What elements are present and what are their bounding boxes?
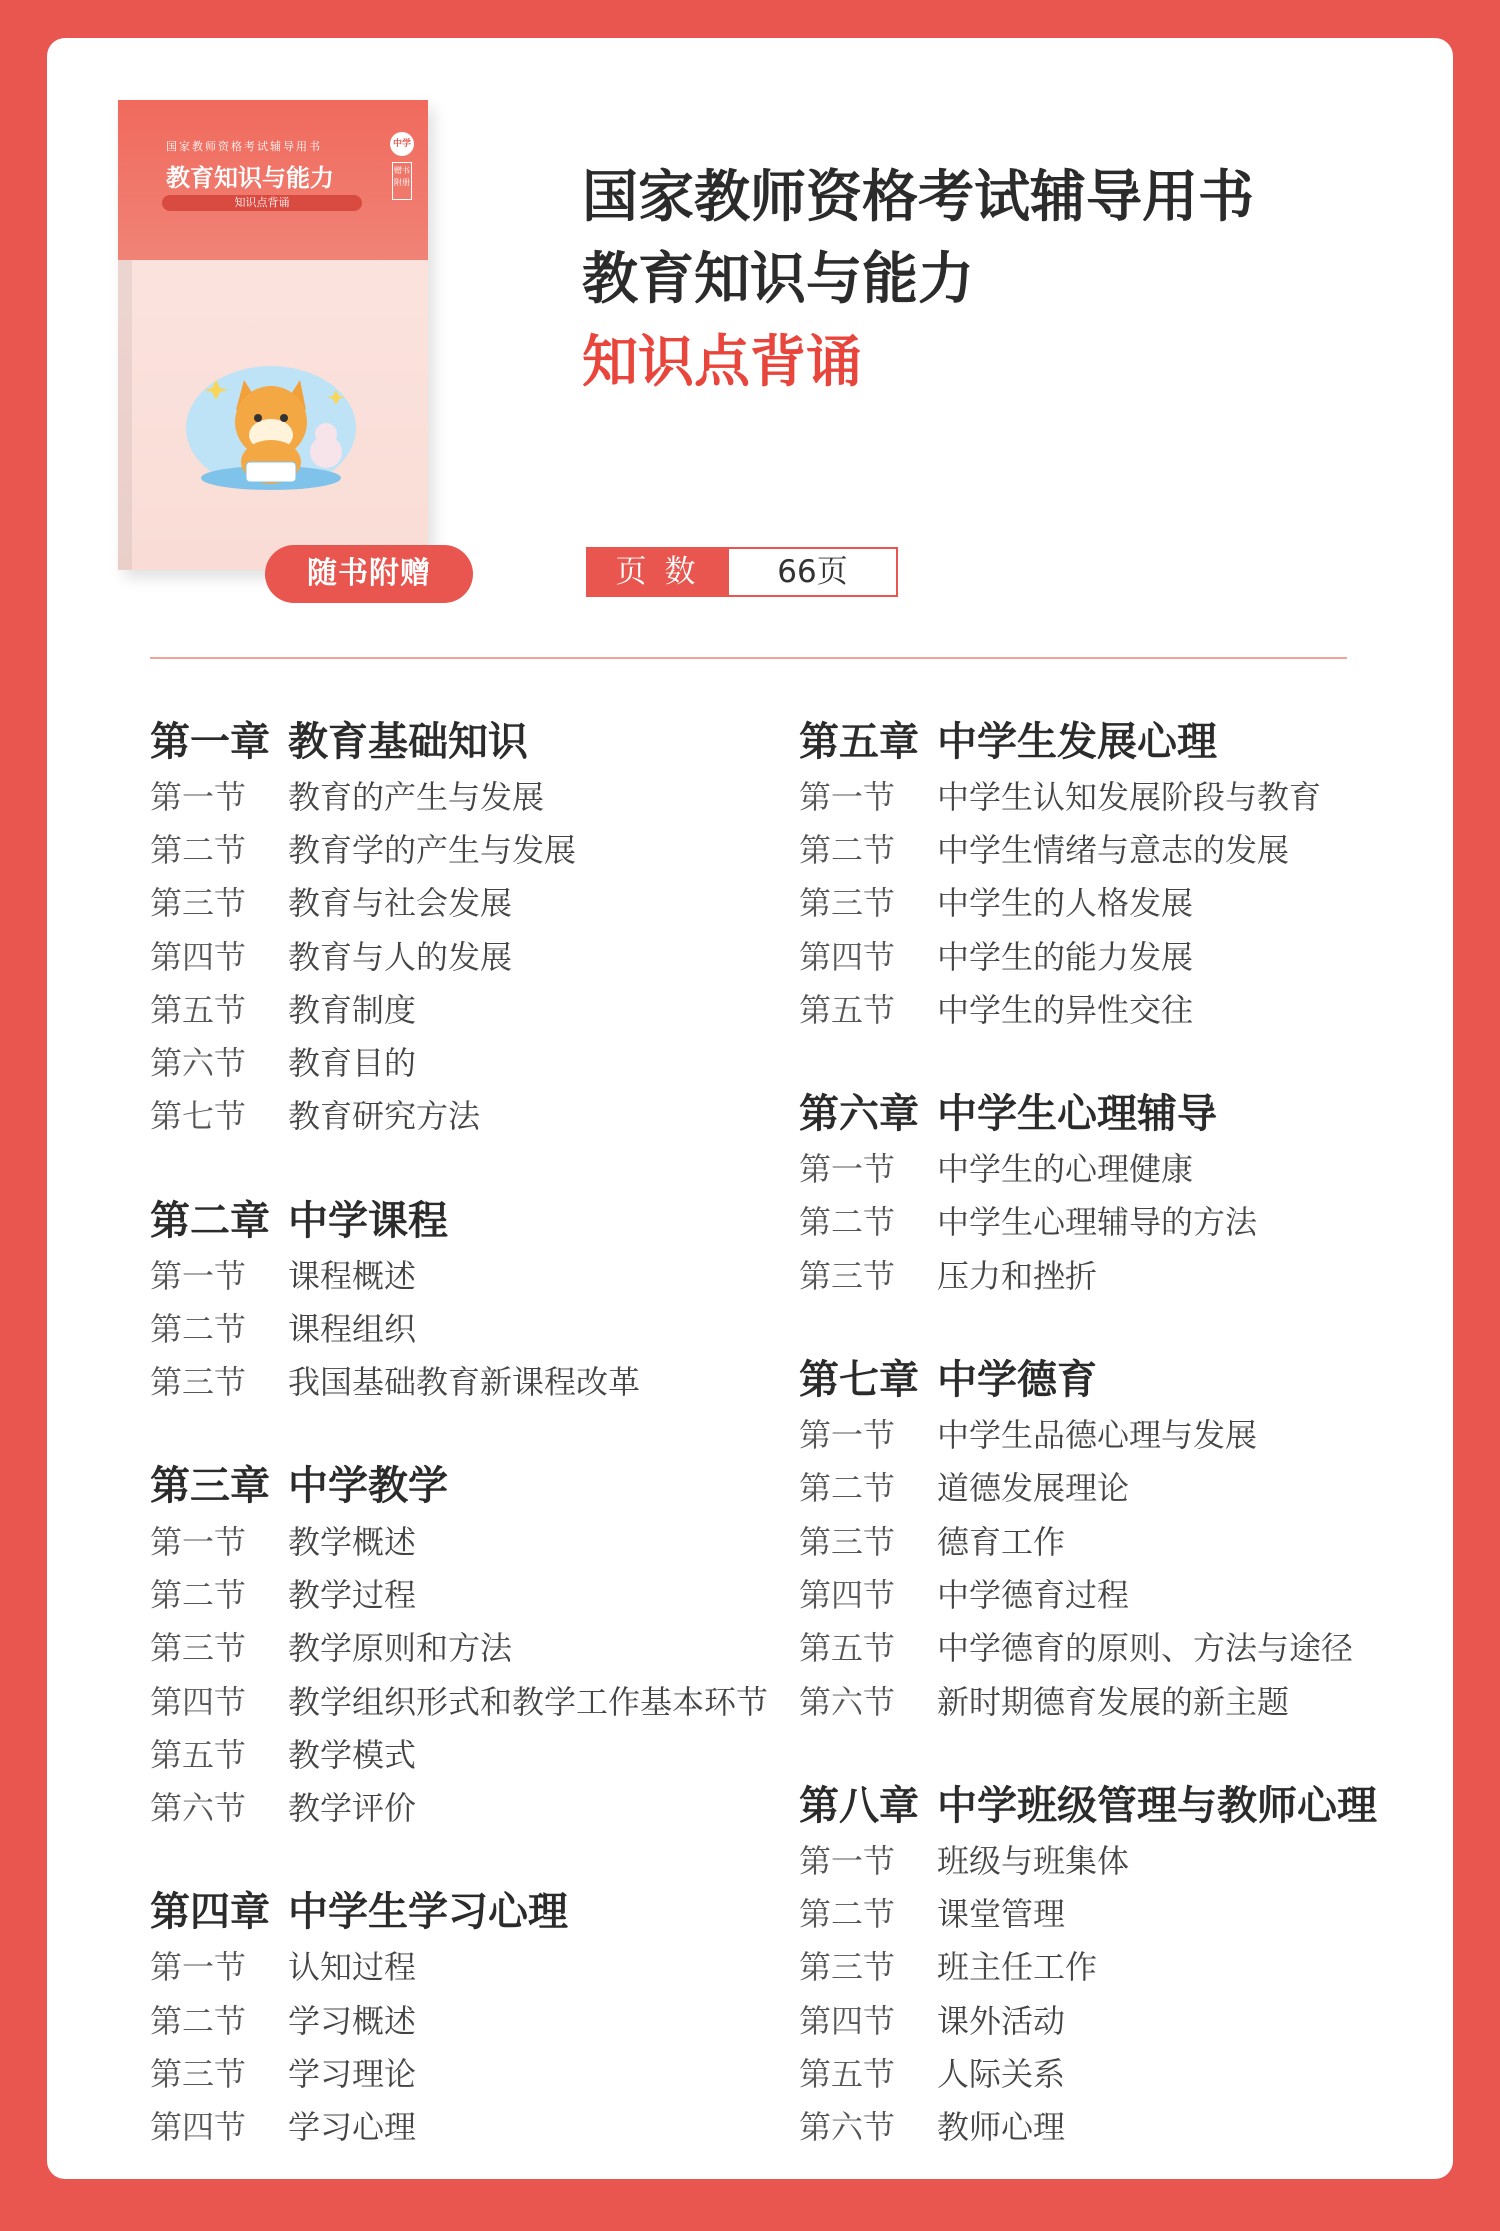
chapter-title: [150, 1187, 768, 1247]
section-number: 第二节: [799, 1203, 896, 1242]
chapter-name: 中学德育: [937, 1356, 1097, 1403]
page-count-label: 页数: [588, 549, 729, 595]
section-row: [799, 1939, 1377, 1992]
section-title: 教学原则和方法: [288, 1629, 513, 1668]
section-title: 人际关系: [937, 2054, 1066, 2093]
section-row: [799, 1460, 1377, 1513]
section-row: [150, 981, 768, 1034]
section-number: 第三节: [150, 2054, 247, 2093]
gift-badge: 随书附赠: [265, 545, 473, 603]
chapter-number: 第二章: [150, 1197, 270, 1244]
chapter-name: 中学教学: [288, 1463, 448, 1510]
section-title: 课程组织: [288, 1310, 417, 1349]
section-number: 第一节: [150, 1948, 247, 1987]
section-number: 第二节: [799, 1895, 896, 1934]
section-number: 第四节: [799, 2001, 896, 2040]
section-title: 中学生心理辅导的方法: [937, 1203, 1258, 1242]
section-title: 中学德育的原则、方法与途径: [937, 1629, 1354, 1668]
section-title: 压力和挫折: [937, 1256, 1098, 1295]
section-row: [799, 1566, 1377, 1619]
book-title-text: 教育知识与能力: [166, 164, 334, 192]
section-row: [150, 1779, 768, 1832]
section-number: 第六节: [150, 1044, 247, 1083]
section-title: 课堂管理: [937, 1895, 1066, 1934]
section-number: 第六节: [799, 2108, 896, 2147]
section-row: [799, 1140, 1377, 1193]
section-number: 第二节: [150, 1575, 247, 1614]
section-row: [150, 1992, 768, 2045]
section-row: [150, 1088, 768, 1141]
chapter: [799, 708, 1377, 1034]
chapter: [150, 1453, 768, 1833]
section-row: [150, 1620, 768, 1673]
section-row: [799, 1406, 1377, 1459]
section-title: 教育制度: [288, 990, 417, 1029]
book-subtitle-text: 知识点背诵: [162, 195, 362, 211]
section-number: 第一节: [799, 777, 896, 816]
cat-mascot-illustration: [176, 350, 366, 500]
section-title: 教学模式: [288, 1735, 417, 1774]
section-row: [150, 1247, 768, 1300]
section-row: [799, 821, 1377, 874]
chapter: [150, 1879, 768, 2152]
section-row: [799, 1885, 1377, 1938]
section-number: 第四节: [799, 1575, 896, 1614]
section-row: [150, 928, 768, 981]
section-number: 第四节: [150, 1682, 247, 1721]
section-number: 第一节: [150, 1256, 247, 1295]
heading-line-2: 教育知识与能力: [582, 247, 974, 312]
section-number: 第三节: [799, 884, 896, 923]
section-number: 第五节: [799, 2054, 896, 2093]
section-row: [150, 768, 768, 821]
chapter-number: 第四章: [150, 1889, 270, 1936]
chapter-name: 教育基础知识: [288, 718, 528, 765]
section-number: 第四节: [150, 937, 247, 976]
chapter-name: 中学生发展心理: [937, 718, 1217, 765]
section-title: 中学德育过程: [937, 1575, 1130, 1614]
section-number: 第五节: [150, 1735, 247, 1774]
section-row: [150, 1354, 768, 1407]
chapter-number: 第一章: [150, 718, 270, 765]
section-title: 班主任工作: [937, 1948, 1098, 1987]
section-row: [799, 1194, 1377, 1247]
section-number: 第一节: [799, 1416, 896, 1455]
section-title: 学习心理: [288, 2108, 417, 2147]
toc-right-column: [799, 708, 1377, 2198]
section-row: [799, 2099, 1377, 2152]
section-row: [799, 981, 1377, 1034]
section-row: [150, 1726, 768, 1779]
section-number: 第二节: [799, 830, 896, 869]
section-number: 第三节: [150, 1363, 247, 1402]
section-row: [799, 1247, 1377, 1300]
section-title: 教学组织形式和教学工作基本环节: [288, 1682, 769, 1721]
section-row: [150, 1673, 768, 1726]
section-row: [799, 875, 1377, 928]
section-number: 第二节: [799, 1469, 896, 1508]
section-title: 中学生品德心理与发展: [937, 1416, 1258, 1455]
section-title: 中学生的异性交往: [937, 990, 1194, 1029]
section-number: 第四节: [799, 937, 896, 976]
section-number: 第三节: [150, 884, 247, 923]
section-title: 教育与人的发展: [288, 937, 513, 976]
chapter-number: 第五章: [799, 718, 919, 765]
section-number: 第三节: [799, 1256, 896, 1295]
heading-line-3: 知识点背诵: [582, 330, 862, 395]
section-title: 中学生情绪与意志的发展: [937, 830, 1290, 869]
heading-line-1: 国家教师资格考试辅导用书: [582, 165, 1254, 230]
section-number: 第一节: [150, 777, 247, 816]
divider: [150, 657, 1347, 659]
section-number: 第三节: [799, 1522, 896, 1561]
section-number: 第五节: [799, 990, 896, 1029]
section-title: 教师心理: [937, 2108, 1066, 2147]
section-title: 学习理论: [288, 2054, 417, 2093]
section-title: 课程概述: [288, 1256, 417, 1295]
section-row: [150, 1513, 768, 1566]
section-number: 第三节: [799, 1948, 896, 1987]
section-title: 课外活动: [937, 2001, 1066, 2040]
chapter-number: 第六章: [799, 1090, 919, 1137]
book-tag: 赠书附册: [392, 162, 412, 200]
chapter-number: 第八章: [799, 1782, 919, 1829]
section-row: [799, 1673, 1377, 1726]
section-row: [799, 768, 1377, 821]
section-number: 第四节: [150, 2108, 247, 2147]
section-row: [799, 2045, 1377, 2098]
chapter-number: 第三章: [150, 1463, 270, 1510]
chapter: [799, 1346, 1377, 1726]
section-row: [150, 1300, 768, 1353]
section-number: 第一节: [150, 1522, 247, 1561]
section-title: 中学生的人格发展: [937, 884, 1194, 923]
section-title: 教育学的产生与发展: [288, 830, 577, 869]
section-row: [799, 928, 1377, 981]
level-badge: 中学: [390, 132, 414, 156]
section-title: 德育工作: [937, 1522, 1066, 1561]
chapter-name: 中学生学习心理: [288, 1889, 568, 1936]
chapter-title: [799, 1772, 1377, 1832]
section-title: 教学评价: [288, 1789, 417, 1828]
section-number: 第六节: [150, 1789, 247, 1828]
chapter-title: [150, 1879, 768, 1939]
section-number: 第一节: [799, 1150, 896, 1189]
section-row: [150, 821, 768, 874]
chapter-title: [150, 1453, 768, 1513]
section-title: 班级与班集体: [937, 1841, 1130, 1880]
section-number: 第五节: [150, 990, 247, 1029]
page-count-box: [586, 547, 898, 597]
chapter-name: 中学班级管理与教师心理: [937, 1782, 1377, 1829]
section-row: [150, 1939, 768, 1992]
toc-left-column: [150, 708, 768, 2198]
chapter-number: 第七章: [799, 1356, 919, 1403]
chapter: [150, 1187, 768, 1407]
chapter-title: [799, 1080, 1377, 1140]
section-title: 教学概述: [288, 1522, 417, 1561]
section-number: 第六节: [799, 1682, 896, 1721]
section-number: 第二节: [150, 830, 247, 869]
section-number: 第五节: [799, 1629, 896, 1668]
section-title: 中学生的心理健康: [937, 1150, 1194, 1189]
section-row: [150, 2099, 768, 2152]
section-title: 学习概述: [288, 2001, 417, 2040]
section-row: [150, 1566, 768, 1619]
section-number: 第一节: [799, 1841, 896, 1880]
section-title: 教育目的: [288, 1044, 417, 1083]
page-count-value: 66页: [777, 554, 848, 590]
section-title: 教育研究方法: [288, 1097, 481, 1136]
chapter: [799, 1080, 1377, 1300]
section-row: [799, 1832, 1377, 1885]
section-row: [799, 1513, 1377, 1566]
chapter-title: [799, 1346, 1377, 1406]
section-number: 第二节: [150, 2001, 247, 2040]
chapter-name: 中学课程: [288, 1197, 448, 1244]
chapter: [150, 708, 768, 1141]
section-title: 教育与社会发展: [288, 884, 513, 923]
section-row: [150, 2045, 768, 2098]
section-number: 第二节: [150, 1310, 247, 1349]
section-title: 中学生的能力发展: [937, 937, 1194, 976]
book-series-text: 国家教师资格考试辅导用书: [166, 140, 322, 153]
section-number: 第七节: [150, 1097, 247, 1136]
chapter-title: [799, 708, 1377, 768]
section-title: 道德发展理论: [937, 1469, 1130, 1508]
section-title: 新时期德育发展的新主题: [937, 1682, 1290, 1721]
section-row: [150, 1034, 768, 1087]
section-row: [799, 1620, 1377, 1673]
section-title: 中学生认知发展阶段与教育: [937, 777, 1322, 816]
book-cover: [118, 100, 428, 570]
section-title: 认知过程: [288, 1948, 417, 1987]
chapter: [799, 1772, 1377, 2152]
chapter-name: 中学生心理辅导: [937, 1090, 1217, 1137]
section-number: 第三节: [150, 1629, 247, 1668]
section-title: 教学过程: [288, 1575, 417, 1614]
section-title: 我国基础教育新课程改革: [288, 1363, 641, 1402]
chapter-title: [150, 708, 768, 768]
section-title: 教育的产生与发展: [288, 777, 545, 816]
section-row: [799, 1992, 1377, 2045]
section-row: [150, 875, 768, 928]
